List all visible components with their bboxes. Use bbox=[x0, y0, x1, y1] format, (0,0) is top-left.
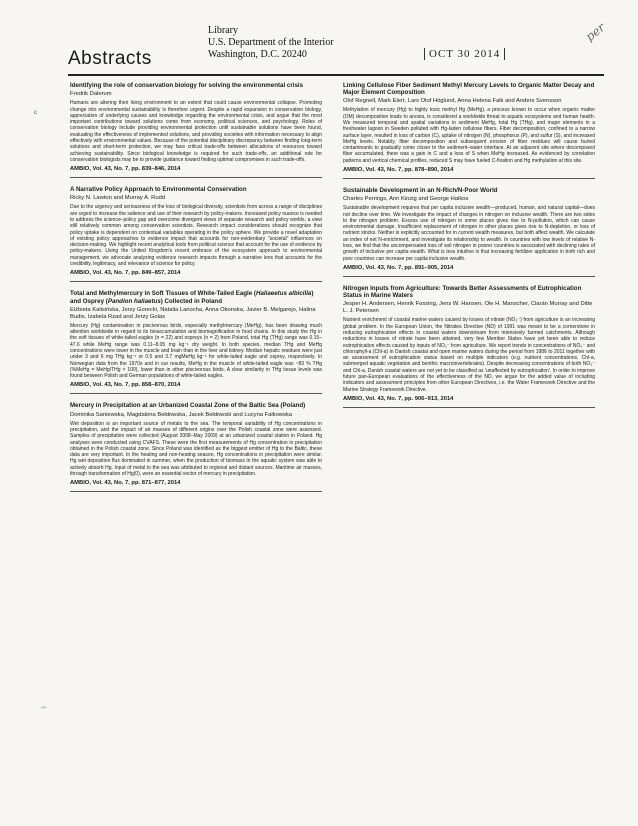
stamp-line: Washington, D.C. 20240 bbox=[208, 49, 307, 60]
abstract-authors: Olof Regnell, Mark Elert, Lars Olof Höglund, Anna Helena Falk and Anders Svensson bbox=[343, 98, 562, 105]
abstract-reference: AMBIO, Vol. 43, No. 7, pp. 891–905, 2014 bbox=[343, 265, 595, 277]
abstract-reference: AMBIO, Vol. 43, No. 7, pp. 839–846, 2014 bbox=[70, 166, 322, 178]
abstract-title: Nitrogen Inputs from Agriculture: Towards Better Assessments of Eutrophication Status in Marine Waters bbox=[343, 284, 582, 300]
page-title: Abstracts bbox=[68, 48, 152, 69]
abstract-title: Sustainable Development in an N-Rich/N-Poor World bbox=[343, 187, 498, 195]
date-stamp-text: OCT 30 2014 bbox=[424, 48, 505, 60]
abstract-entry bbox=[70, 82, 322, 178]
right-column bbox=[343, 82, 595, 416]
abstract-body: Wet deposition is an important source of metals to the sea. The temporal variability of Hg concentrations in precipitation, and the impact of air masses of different origins over the Polish coastal zone were assessed. Samples of precipitation were collected (August 2008–May 2009) at an urbanized coastal station in Poland. Hg analyses were conducted using CVAFS. These were the first measurements of Hg concentration in precipitation obtained in the Polish coastal zone. Since Poland was identified as the biggest emitter of Hg to the Baltic, these data are very important. In the heating and non-heating season, Hg concentrations in precipitation were similar. Hg wet deposition flux dominated in summer, when the production of biomass in the aquatic system was able to actively absorb Hg. Input of metal to the sea was attributed to regional and distant sources. Maritime air masses, through transformation of Hg(0), were an essential vector of mercury in precipitation. bbox=[70, 420, 322, 477]
abstract-reference: AMBIO, Vol. 43, No. 7, pp. 906–913, 2014 bbox=[343, 396, 595, 408]
abstract-body: Due to the urgency and seriousness of the loss of biological diversity, scientists from across a range of disciplines are urged to increase the salience and use of their research by policy-makers. Increased policy nuance is needed to address the science–policy gap and overcome divergent views of separate research and policy worlds, a view still relatively common among conservation scientists. Research impact considerations should recognize that policy uptake is dependent on contextual variables operating in the policy sphere. We provide a novel adaptation of existing policy approaches to evidence impact that accounts for non-evidentiary "societal" influences on decision-making. We highlight recent analytical tools from political science that account for the use of evidence by policy-makers. Using the United Kingdom's recent embrace of the ecosystem approach to environmental management, we advocate analyzing evidence research impacts through a narrative lens that accounts for the credibility, legitimacy, and relevance of science for policy. bbox=[70, 204, 322, 268]
date-stamp bbox=[424, 48, 505, 60]
abstract-title: Identifying the role of conservation biology for solving the environmental crisis bbox=[70, 82, 304, 89]
abstract-reference: AMBIO, Vol. 43, No. 7, pp. 849–857, 2014 bbox=[70, 270, 322, 282]
abstract-body: Mercury (Hg) contamination in piscivorous birds, especially methylmercury (MeHg), has been drawing much attention worldwide in regard to its bioaccumulation and biomagnification in food chains. In this study the Hg in the soft tissues of white-tailed eagles (n = 22) and ospreys (n = 2) from Poland, total Hg (THg) range was 0.15–47.6 while MeHg range was 0.11–8.05 mg kg⁻¹ dry weight. In both species, median THg and MeHg concentrations were lower in the muscle and brain than in the liver and kidney. Median hepatic residues were just under 3 and 6 mg THg kg⁻¹ or 0.5 and 3.7 mgMeHg kg⁻¹ for white-tailed eagle and osprey, respectively. In Norwegian data from the 1970s and in our results, MeHg in the muscle of white-tailed eagle was ~83 % THg (%MeHg = MeHg/THg × 100), lower than in other piscivorous birds. A clear similarity in THg tissue levels was found between Polish and German populations of white-tailed eagles. bbox=[70, 322, 322, 380]
title-part: ) and Osprey ( bbox=[70, 290, 314, 305]
abstract-authors: Fredrik Dalerum bbox=[70, 91, 112, 98]
abstract-entry bbox=[70, 186, 322, 282]
abstract-reference: AMBIO, Vol. 43, No. 7, pp. 858–870, 2014 bbox=[70, 382, 322, 394]
abstract-entry bbox=[70, 290, 322, 394]
header-divider bbox=[68, 74, 604, 76]
abstract-reference: AMBIO, Vol. 43, No. 7, pp. 878–890, 2014 bbox=[343, 167, 595, 179]
abstract-body: Humans are altering their living environment to an extent that could cause environmental collapse. Promoting change into environmental sustainability is therefore urgent. Despite a rapid expansion in conservation biology, appreciation of underlying causes and knowledge regarding the environmental crisis, and argue that the most important contributions toward solutions come from economy, political sciences, and psychology. Roles of conservation biology include providing environmental protection until sustainable solutions have been found, evaluating the effectiveness of implemented solutions, and providing societies with information necessary to align effectively with environmental values. Because of the potential disciplinary discrepancy between finding long-term solutions and short-term protection, we may face critical trade-offs between allocations of resources toward achieving sustainability. Since biological knowledge is required for such trade-offs, an additional role for conservation biologists may be to provide guidance toward finding optimal compromises in such trade-offs. bbox=[70, 100, 322, 163]
abstract-entry bbox=[343, 82, 595, 179]
abstract-authors: Ricky N. Lawton and Murray A. Rudd bbox=[70, 195, 166, 202]
left-column bbox=[70, 82, 322, 500]
species-name: Pandion haliaetus bbox=[107, 297, 161, 305]
title-part: Total and Methylmercury in Soft Tissues of White-Tailed Eagle ( bbox=[70, 290, 256, 298]
abstract-body: Methylation of mercury (Hg) to highly toxic methyl Hg (MeHg), a process known to occur when organic matter (OM) decomposition leads to anoxia, is considered a worldwide threat to aquatic ecosystems and human health. We measured temporal and spatial variations in sediment MeHg, total Hg (THg), and major elements in a freshwater lagoon in Sweden polluted with Hg-laden cellulose fibers. Fiber decomposition, confined to a narrow surface layer, resulted in loss of carbon (C), uptake of nitrogen (N), phosphorus (P), and sulfur (S), and increased MeHg levels. Notably, fiber decomposition and subsequent erosion of fiber residues will cause buried contaminants to gradually come closer to the sediment–water interface. At an adjacent site where decomposed fiber accumulated, there was a gain in C and a loss of S when MeHg increased. As evidenced by correlation patterns and vertical chemical profiles, reduced S may have fueled C-fixation and Hg methylation at this site. bbox=[343, 107, 595, 164]
library-stamp bbox=[208, 25, 388, 61]
abstract-title: Linking Cellulose Fiber Sediment Methyl Mercury Levels to Organic Matter Decay and Major Element Composition bbox=[343, 82, 595, 97]
abstract-body: Nutrient enrichment of coastal marine waters caused by losses of nitrate (NO₃⁻) from agriculture is an increasing global problem. In the European Union, the Nitrates Directive (ND) of 1991 was meant to be a cornerstone in reducing eutrophication effects in coastal waters downstream from intensively farmed catchments. Although reductions in losses of nitrate have been attained, very few Member States have yet been able to reduce eutrophication effects caused by inputs of NO₃⁻ from agriculture. We report trends in concentrations of NO₃⁻ and chlorophyll-a (Chl-a) in Danish coastal and open marine waters during the period from 1986 to 2011 together with an assessment of eutrophication status based on multiple indicators (e.g. nutrient concentrations, Chl-a, submerged aquatic vegetation and benthic macroinvertebrates). Despite decreasing concentrations of both NO₃⁻ and Chl-a, Danish coastal waters are not yet to be classified as 'unaffected by eutrophication'. In order to improve future pan-European evaluations of the effectiveness of the ND, we argue for the added value of including indicators and assessment principles from other European Directives, i.e. the Water Framework Directive and the Marine Strategy Framework Directive. bbox=[343, 317, 595, 393]
abstract-body: Sustainable development requires that per capita inclusive wealth—produced, human, and natural capital—does not decline over time. We investigate the impact of changes in nitrogen on inclusive wealth. There are two sides to the nitrogen problem. Excess use of nitrogen in some places gives rise to N-pollution, which can cause environmental damage. Insufficient replacement of nitrogen in other places gives rise to N-depletion, or loss of nutrient stocks. Neither is explicitly accounted for in current wealth measures, but both affect wealth. We calculate an index of net N-enrichment, and investigate its relationship to wealth. In countries with low levels of relative N-loss, we find that the uncompensated loss of soil nitrogen in poorer countries is associated with declining rates of growth of inclusive per capita wealth. What is less intuitive is that increasing fertilizer application in both rich and poor countries can increase per capita inclusive wealth. bbox=[343, 205, 595, 262]
abstract-entry bbox=[343, 285, 595, 408]
abstract-authors: Charles Perrings, Ann Kinzig and George Halkos bbox=[343, 196, 469, 203]
abstract-entry bbox=[343, 187, 595, 277]
handwritten-note: per bbox=[582, 20, 608, 44]
species-name: Haliaeetus albicilla bbox=[256, 290, 312, 298]
abstract-reference: AMBIO, Vol. 43, No. 7, pp. 871–877, 2014 bbox=[70, 480, 322, 492]
abstract-title: Mercury in Precipitation at an Urbanized Coastal Zone of the Baltic Sea (Poland) bbox=[70, 402, 306, 410]
scan-artifact-icon: ⌁ bbox=[38, 699, 49, 715]
margin-mark-icon: ᶜ bbox=[34, 108, 38, 118]
stamp-line: Library bbox=[208, 25, 238, 36]
title-part: ) Collected in Poland bbox=[160, 297, 222, 305]
abstract-authors: Jesper H. Andersen, Henrik Fossing, Jens W. Hansen, Ole H. Manscher, Ciarán Murray and Ditte L. J. Petersen bbox=[343, 301, 593, 315]
abstract-authors: Dominika Saniewska, Magdalena Bełdowska, Jacek Bełdowski and Lucyna Falkowska bbox=[70, 411, 293, 418]
abstract-entry bbox=[70, 402, 322, 492]
stamp-line: U.S. Department of the Interior bbox=[208, 37, 334, 48]
abstract-title: A Narrative Policy Approach to Environmental Conservation bbox=[70, 186, 247, 194]
abstract-authors: Elżbieta Kalisińska, Jerzy Gorecki, Natalia Lanocha, Anna Okonska, Javier B. Melgarejo, Halina Budis, Izabela Rzad and Jerzy Golas bbox=[70, 306, 316, 320]
abstract-title bbox=[70, 290, 322, 304]
